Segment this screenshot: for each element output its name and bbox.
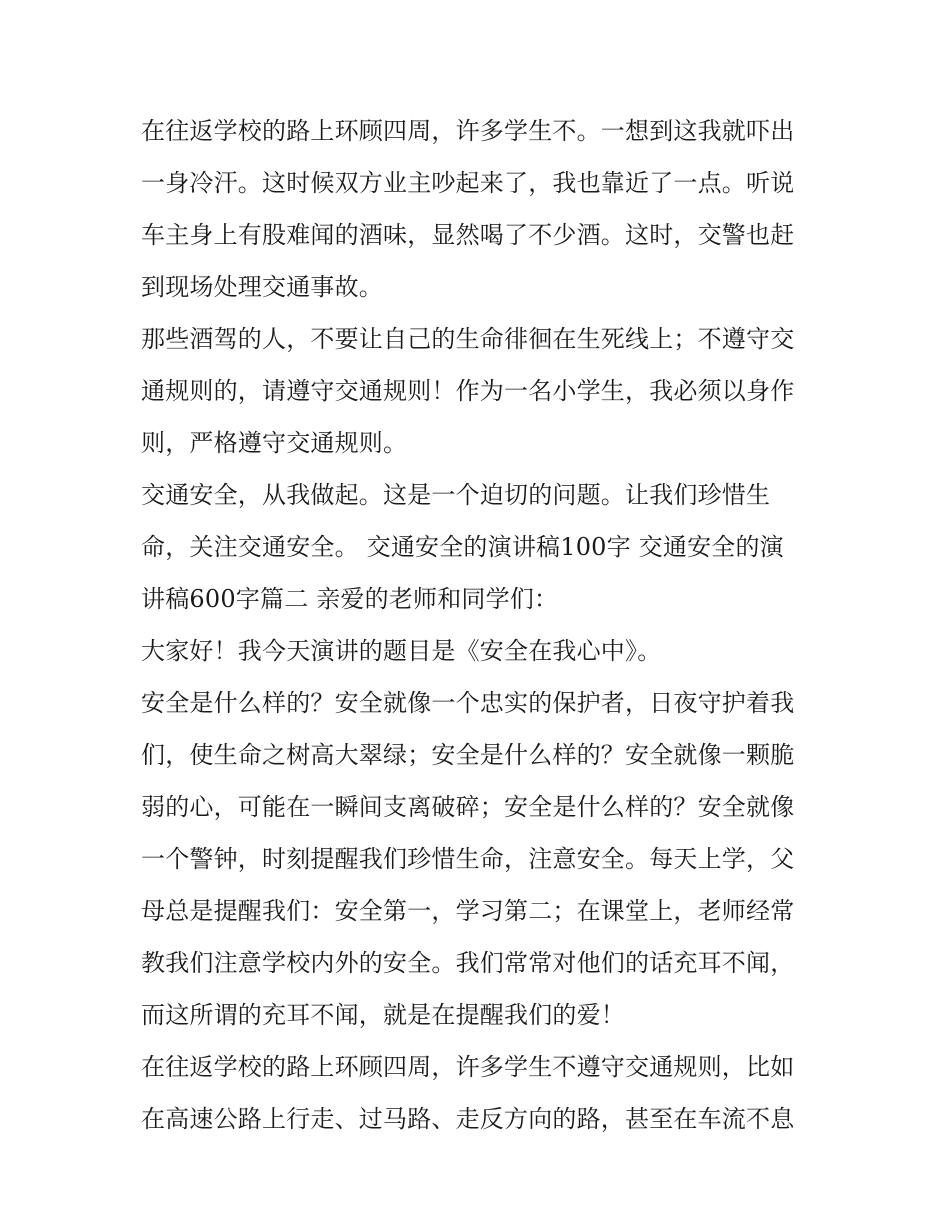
text-line: 一身冷汗。这时候双方业主吵起来了，我也靠近了一点。听说: [141, 169, 795, 197]
text-line: 车主身上有股难闻的酒味，显然喝了不少酒。这时，交警也赶: [141, 221, 795, 249]
text-line: 在往返学校的路上环顾四周，许多学生不。一想到这我就吓出: [141, 117, 795, 145]
text-line: 讲稿600字篇二 亲爱的老师和同学们：: [141, 585, 559, 613]
paragraph-3: [141, 472, 821, 628]
text-line: 到现场处理交通事故。: [141, 273, 383, 301]
text-line: 通规则的，请遵守交通规则！作为一名小学生，我必须以身作: [141, 377, 795, 405]
paragraph-6: [141, 1044, 821, 1148]
text-line: 在高速公路上行走、过马路、走反方向的路，甚至在车流不息: [141, 1105, 795, 1133]
paragraph-2: [141, 316, 821, 472]
text-line: 交通安全，从我做起。这是一个迫切的问题。让我们珍惜生: [141, 481, 771, 509]
text-line: 命，关注交通安全。 交通安全的演讲稿100字 交通安全的演: [141, 533, 784, 561]
text-line: 在往返学校的路上环顾四周，许多学生不遵守交通规则，比如: [141, 1053, 795, 1081]
text-line: 弱的心，可能在一瞬间支离破碎；安全是什么样的？安全就像: [141, 793, 795, 821]
text-line: 母总是提醒我们：安全第一，学习第二；在课堂上，老师经常: [141, 897, 795, 925]
paragraph-4: [141, 628, 821, 680]
text-line: 大家好！我今天演讲的题目是《安全在我心中》。: [141, 637, 662, 665]
text-line: 们，使生命之树高大翠绿；安全是什么样的？安全就像一颗脆: [141, 741, 795, 769]
text-line: 则，严格遵守交通规则。: [141, 429, 408, 457]
text-line: 一个警钟，时刻提醒我们珍惜生命，注意安全。每天上学，父: [141, 845, 795, 873]
text-line: 安全是什么样的？安全就像一个忠实的保护者，日夜守护着我: [141, 689, 795, 717]
document-body: [141, 108, 821, 1148]
text-line: 教我们注意学校内外的安全。我们常常对他们的话充耳不闻，: [141, 949, 795, 977]
text-line: 而这所谓的充耳不闻，就是在提醒我们的爱！: [141, 1001, 625, 1029]
text-line: 那些酒驾的人，不要让自己的生命徘徊在生死线上；不遵守交: [141, 325, 795, 353]
paragraph-1: [141, 108, 821, 316]
paragraph-5: [141, 680, 821, 1044]
